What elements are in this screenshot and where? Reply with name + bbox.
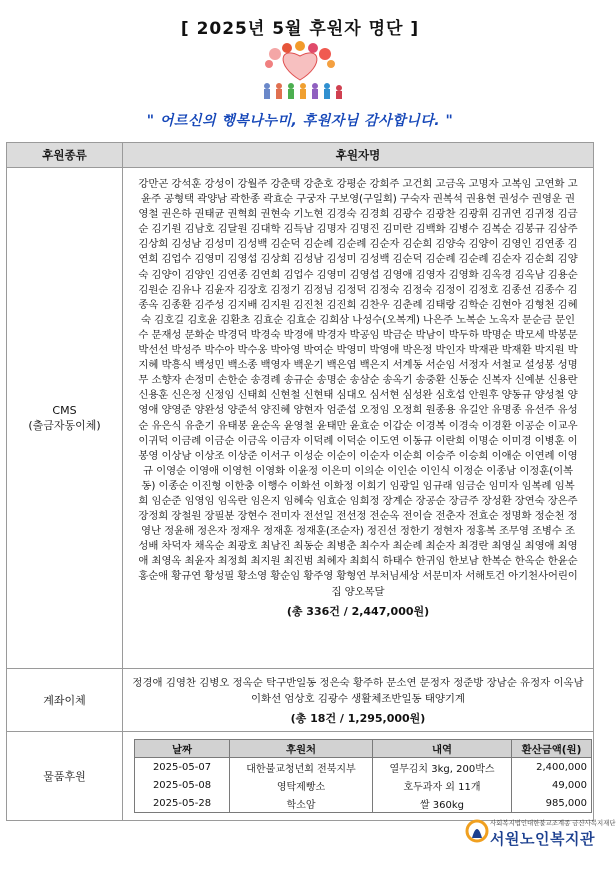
goods-cell <box>123 732 594 821</box>
goods-header-donor: 후원처 <box>230 740 373 758</box>
goods-date: 2025-05-28 <box>135 794 230 813</box>
goods-header-item: 내역 <box>373 740 512 758</box>
account-total: (총 18건 / 1,295,000원) <box>290 712 426 725</box>
donor-table <box>6 142 594 821</box>
table-row <box>135 794 592 813</box>
cms-total: (총 336건 / 2,447,000원) <box>286 604 430 618</box>
account-row <box>7 669 594 732</box>
goods-category: 물품후원 <box>7 732 123 821</box>
page-title: [ 2025년 5월 후원자 명단 ] <box>180 19 420 39</box>
cms-category <box>7 168 123 669</box>
welfare-logo-icon <box>466 818 488 846</box>
logo-subtitle: 사회복지법인대한불교조계종 금산사복지재단 <box>490 819 616 827</box>
goods-header-date: 날짜 <box>135 740 230 758</box>
table-row <box>135 758 592 777</box>
goods-table <box>134 739 592 813</box>
heart-icon <box>265 41 335 80</box>
goods-amount: 985,000 <box>512 794 592 813</box>
goods-donor: 학소암 <box>230 794 373 813</box>
cms-names-list: 강만곤 강석훈 강성이 강월주 강춘택 강춘호 강평순 강희주 고건희 고금옥 고명자 고복임 고연화 고윤주 공형택 곽양남 곽한종 곽효순 구궁자 구보영(구일회) 구숙자 권복석 권용현 권성수 권영운 권영철 권은하 권태균 권혁희 권현숙 기노현 김경숙 김경희 김광수 김광찬 김광휘 김귀연 김귀정 김금순 김기원 김남호 김달원 김대학 김득남 김명자 김명진 김미란 김백화 김병수 김복순 김봉규 김삼주 김상희 김성남 김성미 김성백 김순덕 김순례 김순례 김순자 김순희 김양숙 김양이 김영인 김연종 김연희 김업수 김영미 김영섭 김상희 김성남 김성미 김성백 김순덕 김순례 김순례 김순자 김순희 김양숙 김양이 김양인 김연종 김연희 김업수 김영미 김영섭 김영애 김영자 김영화 김옥경 김옥남 김용순 김원순 김유나 김윤자 김장호 김정기 김정님 김정덕 김정숙 김정숙 김정이 김정호 김종선 김종수 김종옥 김종환 김주성 김지배 김지원 김진천 김진희 김찬우 김춘례 김태랑 김학순 김현아 김형천 김혜숙 김호길 김호윤 김환초 김효순 김효순 김희삼 나성수(오복계) 나은주 노복순 노옥자 문순금 문인수 문재성 문화순 박경덕 박경숙 박경애 박경자 박공임 박금순 박남이 박두하 박명순 박모세 박봉문 박선선 박성주 박수아 박수옹 박아영 박여순 박영미 박영애 박은정 박인자 박재관 박재환 박지원 박지혜 박흥식 백성민 백소종 백영자 백운기 백은엽 백은지 서계동 서순임 서정자 서철교 설성봉 성명무 소향자 손정미 손한순 송경례 송규순 송명순 송삼순 송옥기 송중환 신동순 신복자 신예분 신용란 신용훈 신은정 신정임 신태희 신현철 신현태 심대오 심서현 심성완 심호섭 안원후 양동규 양성철 양영애 양영준 양완성 양준석 양진혜 양현자 엄준섭 오정임 오정희 원종용 유길안 유명종 유선주 유성순 유은식 유춘기 유태봉 윤순옥 윤영철 윤태만 윤효순 이갑순 이경복 이경숙 이경환 이공순 이교우 이귀덕 이금례 이금순 이금옥 이금자 이덕례 이덕순 이도연 이동규 이란희 이명순 이미경 이병훈 이봉영 이상남 이상조 이상준 이서구 이성순 이순이 이순자 이순희 이승주 이승희 이애순 이연례 이영규 이영순 이영애 이영헌 이영화 이윤정 이은미 이의순 이인순 이인식 이정순 이종남 이정훈(이복동) 이종순 이진형 이한충 이행수 이화선 이화정 이희기 임광일 임규래 임금순 임미자 임복례 임복희 임순준 임영임 임옥란 임은지 임혜숙 임효순 임희정 장계순 장공순 장금주 장성환 장연숙 장은주 장정희 장철원 장필분 장현수 전미자 전선일 전선정 전순옥 전이슬 전춘자 전효순 정명화 정순천 정영난 정윤해 정은자 정재우 정재훈 정재훈(조순자) 정진선 정한기 정현자 정홍복 조무영 조병수 조성배 차덕자 채옥순 최광호 최남진 최동순 최병춘 최수자 최순례 최순자 최경란 최영실 최영애 최영애 최영옥 최윤자 최정희 최지원 최진범 최혜자 최희식 하태수 한귀임 한보남 한복순 한옥순 한윤순 홍순애 황규연 황성필 황소영 황순임 황주영 황형연 부처님세상 서문미자 서해토건 아기천사어린이집 양오목달 <box>138 178 578 598</box>
cms-row <box>7 168 594 669</box>
account-names-cell <box>123 669 594 732</box>
goods-row <box>7 732 594 821</box>
goods-header-amount: 환산금액(원) <box>512 740 592 758</box>
goods-item: 호두과자 외 11개 <box>373 776 512 794</box>
table-row <box>135 776 592 794</box>
account-category: 계좌이체 <box>7 669 123 732</box>
goods-item: 열무김치 3kg, 200박스 <box>373 758 512 777</box>
goods-donor: 대한불교청년회 전북지부 <box>230 758 373 777</box>
goods-header-row <box>135 740 592 758</box>
account-names-list: 정경애 김영찬 김병오 정옥순 탁구반일동 정은숙 황주하 문소연 문정자 정준방 장남순 유정자 이옥남 이화선 엄상호 김광수 생활체조반일동 태양기계 <box>132 677 584 705</box>
header-names: 후원자명 <box>123 143 594 168</box>
cms-category-sub: (출금자동이체) <box>28 418 101 432</box>
goods-amount: 2,400,000 <box>512 758 592 777</box>
goods-date: 2025-05-08 <box>135 776 230 794</box>
goods-amount: 49,000 <box>512 776 592 794</box>
heart-balloons-illustration <box>245 40 355 106</box>
people-icon <box>264 83 342 99</box>
logo-name: 서원노인복지관 <box>490 830 595 848</box>
header-category: 후원종류 <box>7 143 123 168</box>
goods-item: 쌀 360kg <box>373 794 512 813</box>
goods-donor: 영탁제빵소 <box>230 776 373 794</box>
goods-date: 2025-05-07 <box>135 758 230 777</box>
table-header-row <box>7 143 594 168</box>
thanks-message: " 어르신의 행복나누미, 후원자님 감사합니다. " <box>146 113 454 129</box>
cms-category-label: CMS <box>52 403 77 417</box>
cms-names-cell <box>123 168 594 669</box>
